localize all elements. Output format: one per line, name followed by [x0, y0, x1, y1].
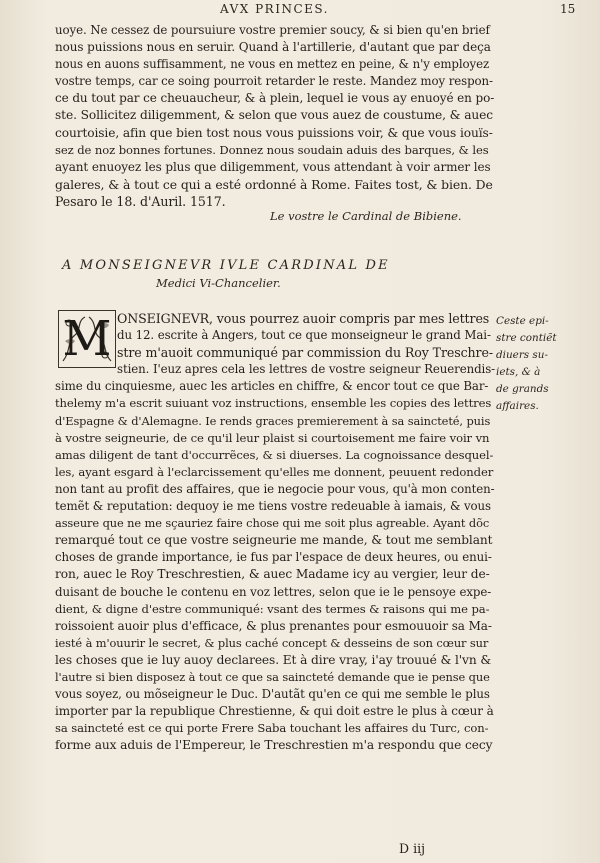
letter-body-1	[55, 22, 495, 210]
text-line: stre m'auoit communiqué par commission du Roy Treschre-	[117, 345, 493, 361]
text-line: du 12. escrite à Angers, tout ce que monseigneur le grand Mai-	[117, 328, 491, 343]
text-line: temẽt & reputation: dequoy ie me tiens vostre redeuable à iamais, & vous	[55, 499, 492, 514]
text-line: importer par la republique Chrestienne, & qui doit estre le plus à cœur à	[55, 704, 494, 719]
text-line: les choses que ie luy auoy declarees. Et à dire vray, i'ay trouué & l'vn &	[55, 652, 492, 667]
text-line: à vostre seigneurie, de ce qu'il leur plaist si courtoisement me faire voir vn	[55, 430, 490, 445]
text-line: ron, auec le Roy Treschrestien, & auec Madame icy au vergier, leur de-	[55, 567, 490, 582]
page-header	[0, 2, 600, 16]
letter-heading: A MONSEIGNEVR IVLE CARDINAL DE	[62, 258, 390, 273]
text-line: de grands	[496, 383, 549, 395]
text-line: sime du cinquiesme, auec les articles en chiffre, & encor tout ce que Bar-	[55, 379, 489, 394]
text-line: les, ayant esgard à l'eclarcissement qu'elles me donnent, peuuent redonder	[55, 464, 494, 479]
signature-mark: D iij	[399, 841, 426, 856]
text-line: Ceste epi-	[496, 315, 549, 327]
text-line: iesté à m'ouurir le secret, & plus caché concept & desseins de son cœur sur	[55, 635, 489, 650]
text-line: l'autre si bien disposez à tout ce que sa saincteté demande que ie pense que	[55, 669, 490, 684]
text-line: ste. Sollicitez diligemment, & selon que vous auez de coustume, & auec	[55, 108, 493, 123]
text-line: iets, & à	[496, 366, 541, 378]
text-line: dient, & digne d'estre communiqué: vsant des termes & raisons qui me pa-	[55, 601, 490, 616]
text-line: duisant de bouche le contenu en voz lettres, selon que ie le pensoye expe-	[55, 584, 492, 599]
text-line: nous puissions nous en seruir. Quand à l'artillerie, d'autant que par deça	[55, 40, 491, 55]
margin-note	[496, 313, 596, 415]
text-line: affaires.	[496, 400, 539, 412]
running-title: AVX PRINCES.	[220, 2, 329, 16]
text-line: non tant au profit des affaires, que ie negocie pour vous, qu'à mon conten-	[55, 481, 495, 496]
text-line: courtoisie, afin que bien tost nous vous puissions voir, & que vous iouïs-	[55, 125, 493, 140]
drop-capital-letter: M	[62, 311, 112, 367]
text-line: Pesaro le 18. d'Auril. 1517.	[55, 193, 226, 209]
page-number: 15	[560, 2, 576, 16]
letter-signature: Le vostre le Cardinal de Bibiene.	[270, 209, 462, 223]
text-line: stien. I'euz apres cela les lettres de vostre seigneur Reuerendis-	[117, 362, 496, 377]
text-line: vostre temps, car ce soing pourroit retarder le reste. Mandez moy respon-	[55, 74, 493, 89]
text-line: sez de noz bonnes fortunes. Donnez nous soudain aduis des barques, & les	[55, 142, 489, 157]
text-line: ce du tout par ce cheuaucheur, & à plein, lequel ie vous ay enuoyé en po-	[55, 91, 495, 106]
text-line: thelemy m'a escrit suiuant voz instructions, ensemble les copies des lettres	[55, 396, 492, 411]
text-line: stre contiẽt	[496, 332, 557, 344]
text-line: choses de grande importance, ie fus par l'espace de deux heures, ou enui-	[55, 550, 492, 565]
text-line: uoye. Ne cessez de poursuiure vostre premier soucy, & si bien qu'en brief	[55, 23, 490, 37]
text-line: diuers su-	[496, 349, 548, 361]
text-line: amas diligent de tant d'occurrẽces, & si diuerses. La cognoissance desquel-	[55, 447, 494, 462]
text-line: forme aux aduis de l'Empereur, le Treschrestien m'a respondu que cecy	[55, 738, 493, 753]
text-line: d'Espagne & d'Alemagne. Ie rends graces premierement à sa saincteté, puis	[55, 413, 491, 428]
text-line: vous soyez, ou mõseigneur le Duc. D'autãt qu'en ce qui me semble le plus	[55, 687, 490, 702]
text-line: roissoient auoir plus d'efficace, & plus prenantes pour esmouuoir sa Ma-	[55, 618, 492, 633]
text-line: galeres, & à tout ce qui a esté ordonné à Rome. Faites tost, & bien. De	[55, 176, 493, 192]
text-line: sa saincteté est ce qui porte Frere Saba touchant les affaires du Turc, con-	[55, 721, 489, 736]
text-line: ayant enuoyez les plus que diligemment, vous attendant à voir armer les	[55, 159, 491, 174]
letter-heading-sub: Medici Vi-Chancelier.	[156, 276, 281, 290]
text-line: remarqué tout ce que vostre seigneurie me mande, & tout me semblant	[55, 533, 493, 548]
text-line: asseure que ne me sçauriez faire chose qui me soit plus agreable. Ayant dõc	[55, 516, 490, 531]
text-line: nous en auons suffisamment, ne vous en mettez en peine, & n'y employez	[55, 57, 490, 72]
letter-body-2	[55, 310, 495, 754]
text-line: ONSEIGNEVR, vous pourrez auoir compris par mes lettres	[117, 311, 490, 326]
